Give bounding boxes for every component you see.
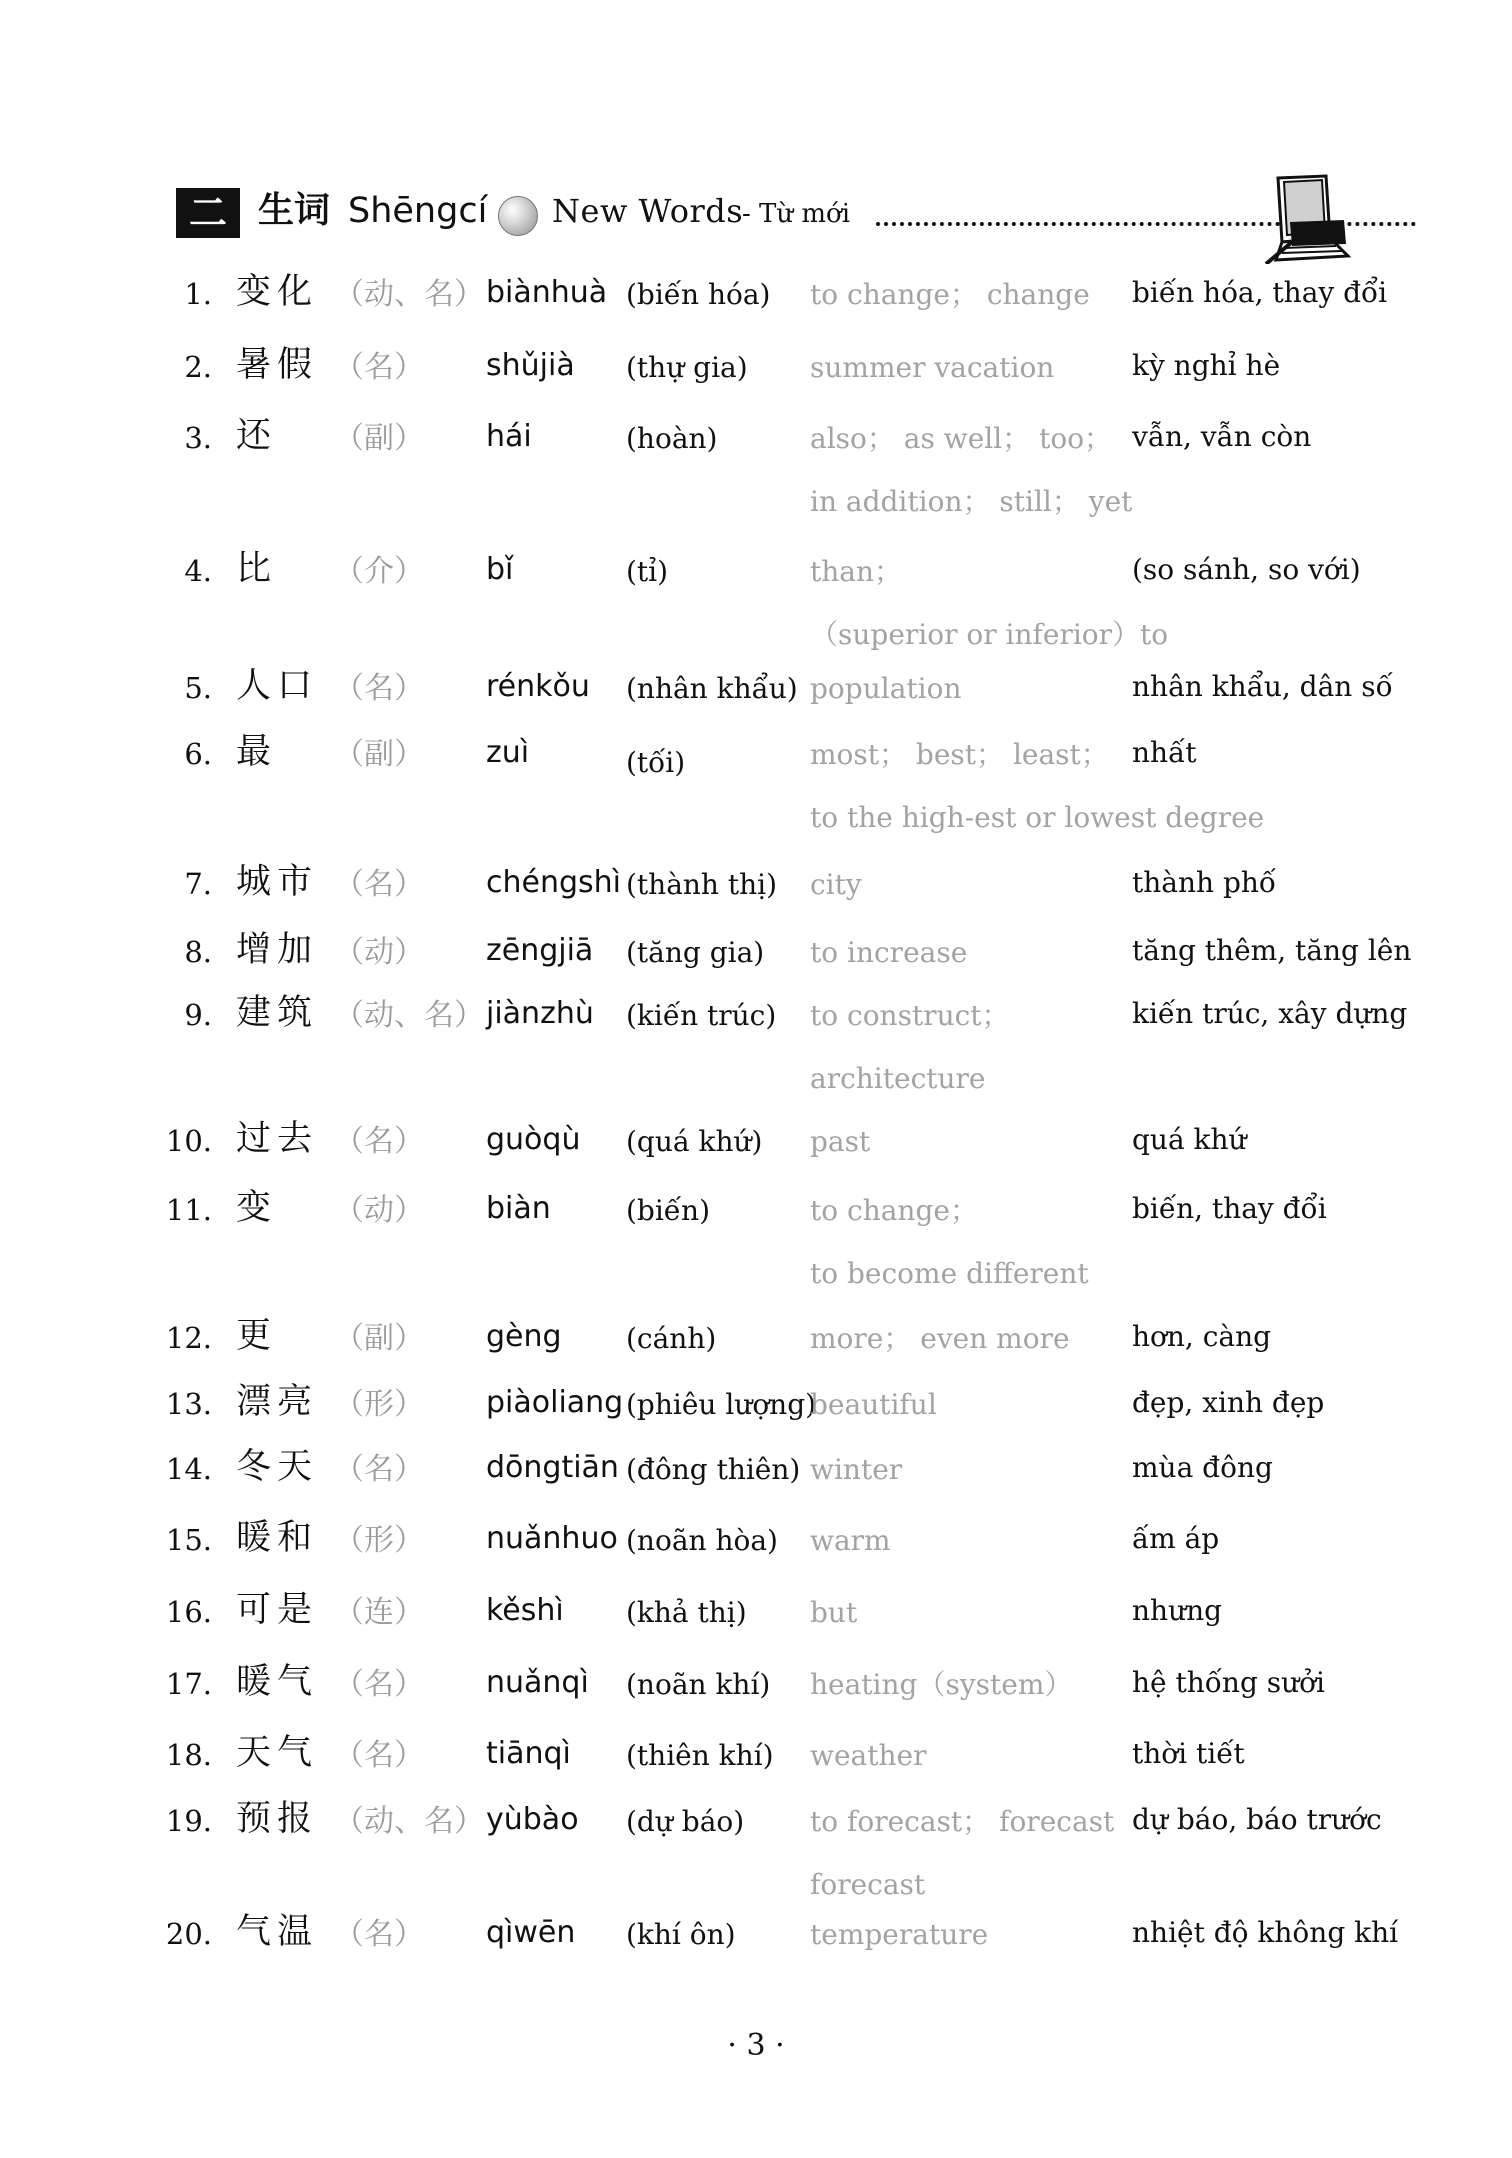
vocab-vietnamese: thành phố [1132, 866, 1277, 899]
vocab-number: 19. [165, 1804, 212, 1838]
vocab-hanviet: (noãn khí) [626, 1668, 771, 1701]
vocab-hanzi: 变 [236, 1188, 278, 1228]
vocab-hanviet: (cánh) [626, 1322, 717, 1355]
vocab-english: warm [810, 1524, 891, 1557]
vocab-hanviet: (hoàn) [626, 422, 718, 455]
vocab-english: to the high-est or lowest degree [810, 801, 1265, 834]
vocab-pinyin: qìwēn [486, 1915, 576, 1950]
vocab-part-of-speech: （形） [334, 1523, 424, 1558]
vocab-pinyin: nuǎnhuo [486, 1521, 618, 1556]
vocab-hanzi: 暖气 [236, 1662, 319, 1702]
vocab-hanviet: (nhân khẩu) [626, 672, 798, 705]
vocab-hanzi: 城市 [236, 862, 319, 902]
vocab-english: in addition； still； yet [810, 485, 1133, 518]
vocab-english: forecast [810, 1868, 926, 1901]
vocab-pinyin: shǔjià [486, 348, 575, 383]
vocab-part-of-speech: （名） [334, 1917, 424, 1952]
vocab-hanzi: 天气 [236, 1733, 319, 1773]
vocab-english: （superior or inferior）to [810, 618, 1169, 651]
vocab-hanviet: (thành thị) [626, 868, 778, 901]
vocab-part-of-speech: （副） [334, 1321, 424, 1356]
vocab-english: beautiful [810, 1388, 937, 1421]
vocab-english: to change； change [810, 278, 1090, 311]
vocab-english: city [810, 868, 862, 901]
vocab-hanviet: (tỉ) [626, 555, 669, 588]
vocab-hanviet: (kiến trúc) [626, 999, 777, 1032]
vocab-vietnamese: biến hóa, thay đổi [1132, 276, 1388, 309]
vocab-english: temperature [810, 1918, 989, 1951]
vocab-english: architecture [810, 1062, 986, 1095]
vocab-vietnamese: hơn, càng [1132, 1320, 1272, 1353]
vocab-hanzi: 比 [236, 549, 278, 589]
vocab-hanzi: 暖和 [236, 1518, 319, 1558]
vocab-pinyin: guòqù [486, 1122, 581, 1157]
vocab-number: 2. [184, 350, 212, 384]
vocab-english: to construct； [810, 999, 1010, 1032]
vocab-number: 1. [184, 277, 212, 311]
vocab-hanviet: (phiêu lượng) [626, 1388, 817, 1421]
vocab-pinyin: tiānqì [486, 1736, 571, 1771]
vocab-hanzi: 人口 [236, 666, 319, 706]
vocab-vietnamese: đẹp, xinh đẹp [1132, 1386, 1325, 1419]
vocab-number: 12. [165, 1321, 212, 1355]
vocab-hanviet: (quá khứ) [626, 1125, 763, 1158]
vocab-vietnamese: kỳ nghỉ hè [1132, 349, 1281, 382]
vocab-part-of-speech: （动、名） [334, 1804, 484, 1839]
vocab-number: 18. [165, 1738, 212, 1772]
vocab-hanzi: 漂亮 [236, 1382, 319, 1422]
vocab-hanzi: 最 [236, 732, 278, 772]
vocab-number: 17. [165, 1667, 212, 1701]
vocab-number: 3. [184, 421, 212, 455]
vocab-pinyin: yùbào [486, 1802, 579, 1837]
vocab-number: 15. [165, 1523, 212, 1557]
vocab-number: 6. [184, 737, 212, 771]
vocab-hanzi: 建筑 [236, 993, 319, 1033]
vocab-hanviet: (thự gia) [626, 351, 748, 384]
vocab-hanviet: (khả thị) [626, 1596, 747, 1629]
vocab-hanzi: 气温 [236, 1912, 319, 1952]
section-title-pinyin: Shēngcí [348, 191, 488, 231]
vocab-vietnamese: vẫn, vẫn còn [1132, 420, 1312, 453]
vocab-pinyin: jiànzhù [486, 996, 594, 1031]
vocab-vietnamese: biến, thay đổi [1132, 1192, 1327, 1225]
vocab-english: to forecast； forecast [810, 1805, 1115, 1838]
vocab-pinyin: chéngshì [486, 865, 621, 900]
vocab-vietnamese: nhưng [1132, 1594, 1223, 1627]
vocab-hanzi: 暑假 [236, 345, 319, 385]
vocab-hanviet: (biến hóa) [626, 278, 771, 311]
vocab-pinyin: zēngjiā [486, 933, 594, 968]
vocab-pinyin: bǐ [486, 552, 514, 587]
vocab-pinyin: biàn [486, 1191, 551, 1226]
vocab-part-of-speech: （动、名） [334, 998, 484, 1033]
vocab-english: winter [810, 1453, 903, 1486]
vocab-part-of-speech: （动） [334, 935, 424, 970]
vocab-number: 11. [165, 1193, 212, 1227]
vocab-pinyin: zuì [486, 735, 530, 770]
vocab-hanviet: (thiên khí) [626, 1739, 774, 1772]
vocab-part-of-speech: （名） [334, 867, 424, 902]
vocab-vietnamese: (so sánh, so với) [1132, 553, 1361, 586]
vocab-part-of-speech: （名） [334, 671, 424, 706]
vocab-vietnamese: nhiệt độ không khí [1132, 1916, 1399, 1949]
vocab-hanzi: 冬天 [236, 1447, 319, 1487]
vocab-english: also； as well； too； [810, 422, 1113, 455]
vocab-vietnamese: tăng thêm, tăng lên [1132, 934, 1412, 967]
vocab-number: 20. [165, 1917, 212, 1951]
vocab-english: most； best； least； [810, 738, 1109, 771]
vocab-number: 8. [184, 935, 212, 969]
vocab-vietnamese: dự báo, báo trước [1132, 1803, 1382, 1836]
vocab-pinyin: nuǎnqì [486, 1665, 589, 1700]
vocab-hanviet: (khí ôn) [626, 1918, 736, 1951]
vocab-hanviet: (tối) [626, 746, 686, 779]
vocab-vietnamese: hệ thống sưởi [1132, 1666, 1325, 1699]
section-title-chinese: 生词 [258, 190, 331, 231]
vocab-number: 13. [165, 1387, 212, 1421]
vocab-hanzi: 过去 [236, 1119, 319, 1159]
vocab-hanviet: (noãn hòa) [626, 1524, 778, 1557]
vocab-english: to change； [810, 1194, 978, 1227]
vocab-number: 16. [165, 1595, 212, 1629]
vocab-part-of-speech: （副） [334, 421, 424, 456]
vocab-hanzi: 更 [236, 1316, 278, 1356]
vocab-english: but [810, 1596, 858, 1629]
vocab-part-of-speech: （介） [334, 554, 424, 589]
vocab-english: population [810, 672, 962, 705]
vocab-pinyin: rénkǒu [486, 669, 590, 704]
vocab-english: weather [810, 1739, 927, 1772]
vocab-part-of-speech: （形） [334, 1387, 424, 1422]
vocab-hanviet: (tăng gia) [626, 936, 765, 969]
vocab-vietnamese: nhân khẩu, dân số [1132, 670, 1393, 703]
vocab-number: 10. [165, 1124, 212, 1158]
vocab-part-of-speech: （名） [334, 1738, 424, 1773]
vocab-english: than； [810, 555, 903, 588]
vocab-hanviet: (biến) [626, 1194, 710, 1227]
vocab-part-of-speech: （连） [334, 1595, 424, 1630]
vocab-part-of-speech: （副） [334, 737, 424, 772]
vocab-pinyin: gèng [486, 1319, 562, 1354]
vocab-hanzi: 可是 [236, 1590, 319, 1630]
vocab-hanzi: 变化 [236, 272, 319, 312]
vocab-part-of-speech: （动） [334, 1193, 424, 1228]
vocab-vietnamese: kiến trúc, xây dựng [1132, 997, 1408, 1030]
vocab-english: more； even more [810, 1322, 1070, 1355]
vocab-hanzi: 还 [236, 416, 278, 456]
vocab-vietnamese: ấm áp [1132, 1522, 1220, 1555]
vocab-vietnamese: quá khứ [1132, 1123, 1247, 1156]
vocab-part-of-speech: （名） [334, 1452, 424, 1487]
section-title-english: New Words [552, 192, 744, 230]
page-number: · 3 · [727, 2028, 785, 2063]
vocab-vietnamese: nhất [1132, 736, 1197, 769]
vocab-hanviet: (đông thiên) [626, 1453, 801, 1486]
vocab-number: 14. [165, 1452, 212, 1486]
vocab-pinyin: kěshì [486, 1593, 564, 1628]
vocab-hanviet: (dự báo) [626, 1805, 745, 1838]
vocab-english: heating（system） [810, 1668, 1073, 1701]
vocab-pinyin: dōngtiān [486, 1450, 619, 1485]
vocab-number: 5. [184, 671, 212, 705]
section-title-vietnamese: - Từ mới [742, 199, 851, 229]
vocab-english: to increase [810, 936, 968, 969]
vocab-vietnamese: mùa đông [1132, 1451, 1273, 1484]
vocab-part-of-speech: （名） [334, 350, 424, 385]
vocab-hanzi: 增加 [236, 930, 319, 970]
section-number-badge: 二 [176, 188, 240, 238]
vocab-pinyin: piàoliang [486, 1385, 624, 1420]
vocab-number: 9. [184, 998, 212, 1032]
vocab-english: to become different [810, 1257, 1089, 1290]
vocab-hanzi: 预报 [236, 1799, 319, 1839]
vocab-pinyin: biànhuà [486, 275, 608, 310]
vocab-english: past [810, 1125, 871, 1158]
vocab-vietnamese: thời tiết [1132, 1737, 1245, 1770]
vocab-number: 7. [184, 867, 212, 901]
vocab-part-of-speech: （名） [334, 1124, 424, 1159]
vocab-pinyin: hái [486, 419, 532, 454]
vocab-number: 4. [184, 554, 212, 588]
vocab-english: summer vacation [810, 351, 1055, 384]
vocab-part-of-speech: （名） [334, 1667, 424, 1702]
vocab-part-of-speech: （动、名） [334, 277, 484, 312]
